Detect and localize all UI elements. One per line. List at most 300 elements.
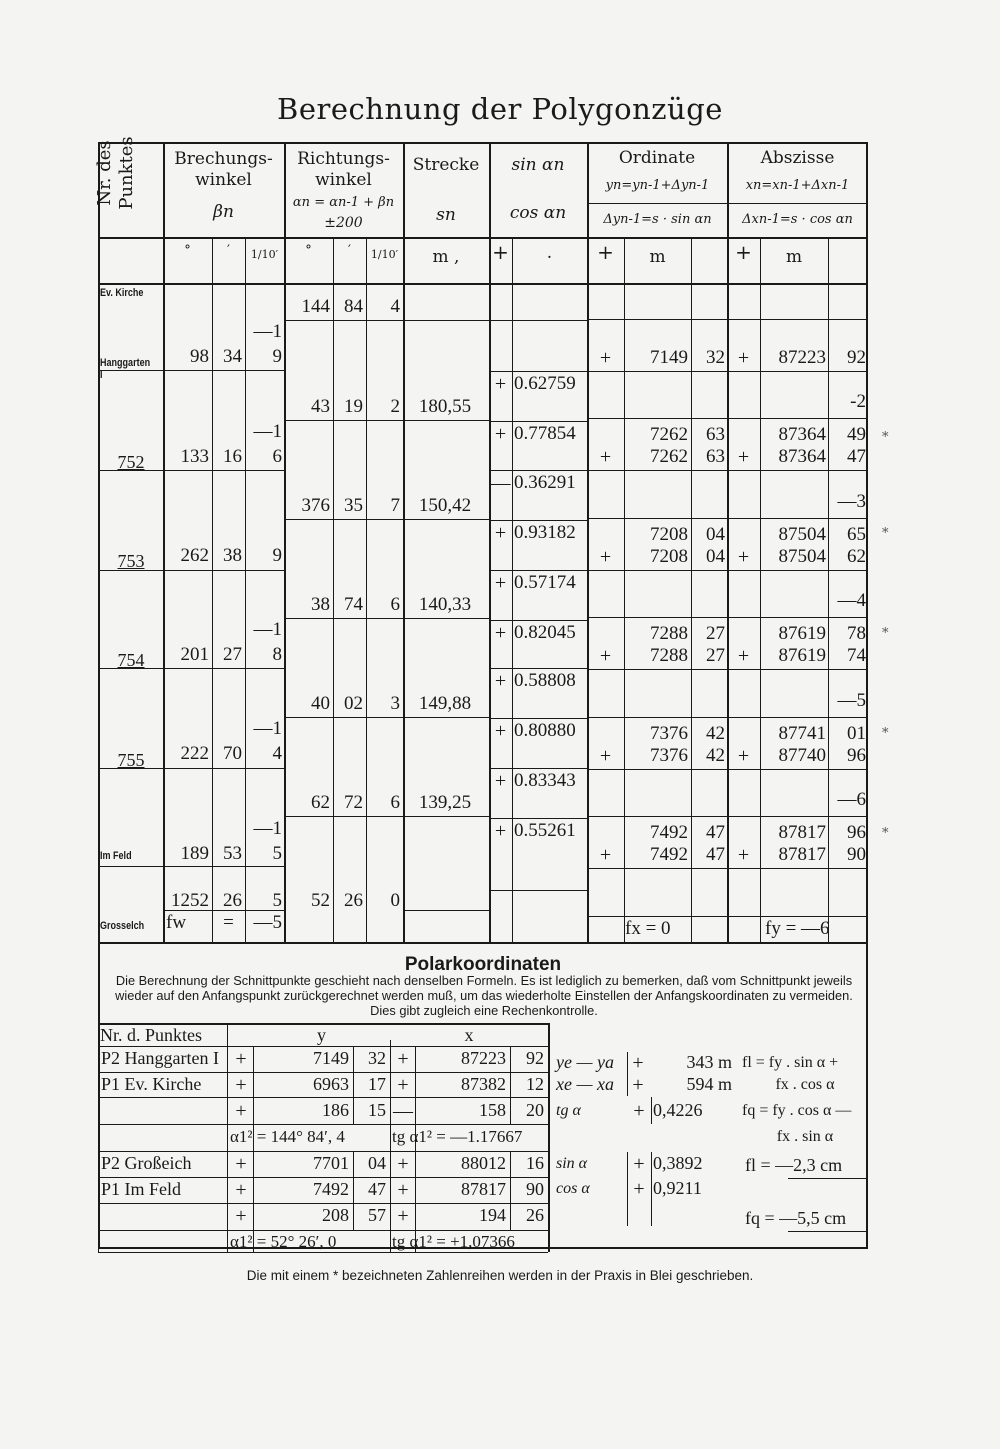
abszisse-pencil-cents: 96 <box>847 822 866 843</box>
polar-y-cents: 57 <box>368 1205 386 1225</box>
abszisse-pencil-meters: 87741 <box>778 723 826 744</box>
strecke-rule <box>403 420 489 421</box>
abszisse-cents: 47 <box>847 446 866 467</box>
abszisse-pencil-cents: 49 <box>847 424 866 445</box>
polar-point-label: P1 Ev. Kirche <box>101 1074 202 1094</box>
point-rule <box>98 570 284 571</box>
subcolumn-divider <box>212 237 213 942</box>
brechung-tenths: 9 <box>272 346 282 367</box>
abszisse-meters: 87817 <box>778 844 826 865</box>
point-name: 753 <box>117 551 145 571</box>
polar-title: Polarkoordinaten <box>404 954 562 975</box>
ordinate-pencil-cents: 47 <box>706 822 725 843</box>
brechung-sum-degrees: 1252 <box>171 890 209 911</box>
brechung-degrees: 222 <box>180 743 209 764</box>
pencil-star-icon: * <box>882 826 889 841</box>
strecke-rule <box>403 816 489 817</box>
ordinate-sign: + <box>599 546 612 568</box>
polar-x-meters: 194 <box>479 1205 506 1225</box>
point-name: Ev. Kirche <box>100 287 144 299</box>
ordinate-cents: 32 <box>706 347 725 368</box>
sincos-mid-rule <box>489 620 587 621</box>
brechung-minutes: 53 <box>223 843 242 864</box>
ordinate-sign: + <box>599 645 612 667</box>
brechung-tenths: 5 <box>272 843 282 864</box>
pencil-star-icon: * <box>882 726 889 741</box>
header-brechung-2: winkel <box>195 170 252 190</box>
sincos-mid-rule <box>489 818 587 819</box>
header-cos: cos αn <box>509 203 567 223</box>
richtung-tenths: 2 <box>390 396 400 417</box>
abszisse-cents: 62 <box>847 546 866 567</box>
polar-value-2: 594 m <box>686 1074 732 1094</box>
pencil-star-icon: * <box>882 526 889 541</box>
header-rule <box>98 237 868 239</box>
sin-sign: + <box>494 770 507 792</box>
column-divider <box>163 142 165 942</box>
ordinate-cents: 27 <box>706 645 725 666</box>
abszisse-cents: 74 <box>847 645 866 666</box>
brechung-degrees: 262 <box>180 545 209 566</box>
header-nr: Nr. des Punktes <box>94 136 137 210</box>
brechung-sum-tenths: 5 <box>272 890 282 911</box>
point-name: 752 <box>117 452 145 472</box>
abszisse-meters: 87504 <box>778 546 826 567</box>
abszisse-sign: + <box>737 844 750 866</box>
header-sn: sn <box>436 205 456 225</box>
richtung-tenths: 7 <box>390 495 400 516</box>
fq-underline <box>788 1231 866 1232</box>
polar-x-meters: 87223 <box>461 1048 506 1068</box>
polar-sign-2: + <box>632 1074 644 1096</box>
fw-label: fw <box>166 912 187 933</box>
abszisse-cents: 92 <box>847 347 866 368</box>
polar-x-cents: 16 <box>526 1153 544 1173</box>
polar-y-meters: 6963 <box>313 1074 349 1094</box>
richtung-tenths: 3 <box>390 693 400 714</box>
subcolumn-divider <box>512 237 513 942</box>
richtung-rule <box>284 519 403 520</box>
sincos-rule <box>489 371 587 372</box>
fx-value: fx = 0 <box>625 918 671 939</box>
header-richtung-pm: ±200 <box>324 215 363 231</box>
ordinate-meters: 7149 <box>650 347 688 368</box>
header-sin: sin αn <box>511 155 565 175</box>
footnote: Die mit einem * bezeichneten Zahlenreihen werden in der Praxis in Blei geschrieben. <box>246 1268 754 1283</box>
strecke-rule <box>403 519 489 520</box>
polar-y-meters: 7701 <box>313 1153 349 1173</box>
ordinate-rule <box>587 669 868 670</box>
ordinate-top-rule <box>587 518 868 519</box>
polar-row-rule <box>98 1203 548 1204</box>
polar-tg-2: tg α1² = +1,07366 <box>392 1232 515 1251</box>
abszisse-sign: + <box>737 446 750 468</box>
brechung-correction: —1 <box>253 421 282 442</box>
polar-y-sign: + <box>235 1179 247 1201</box>
point-rule <box>98 866 284 867</box>
unit-plus: + <box>492 240 509 264</box>
fl-underline <box>788 1178 866 1179</box>
abszisse-sign: + <box>737 745 750 767</box>
unit-minute-2: ′ <box>348 243 351 258</box>
sincos-rule <box>489 470 587 471</box>
page-title: Berechnung der Polygonzüge <box>277 92 723 126</box>
sincos-mid-rule <box>489 718 587 719</box>
richtung-tenths: 0 <box>390 890 400 911</box>
polar-divider <box>651 1097 652 1124</box>
polar-head-y: y <box>317 1025 326 1045</box>
ordinate-meters: 7492 <box>650 844 688 865</box>
fx-rule <box>587 916 868 917</box>
polar-formula-fl-2: fx . cos α <box>775 1076 835 1093</box>
richtung-tenths: 4 <box>390 296 400 317</box>
abszisse-correction: —5 <box>837 690 866 711</box>
point-name: Hanggarten I <box>100 357 151 381</box>
strecke-rule <box>403 717 489 718</box>
polar-x-cents: 12 <box>526 1074 544 1094</box>
abszisse-correction: -2 <box>850 391 866 412</box>
abszisse-correction: —4 <box>837 590 866 611</box>
richtung-rule <box>284 320 403 321</box>
unit-dot: . <box>546 243 553 263</box>
brechung-tenths: 4 <box>272 743 282 764</box>
ordinate-pencil-meters: 7288 <box>650 623 688 644</box>
abszisse-sign: + <box>737 347 750 369</box>
polar-alpha-2: α1² = 52° 26′, 0 <box>230 1232 337 1251</box>
polar-row-rule <box>98 1230 548 1231</box>
brechung-minutes: 70 <box>223 743 242 764</box>
unit-tenth-2: 1/10′ <box>370 248 399 261</box>
ordinate-cents: 42 <box>706 745 725 766</box>
polar-divider <box>651 1152 652 1226</box>
abszisse-cents: 90 <box>847 844 866 865</box>
polar-cos-label: cos α <box>556 1180 590 1197</box>
polar-alpha-1: α1² = 144° 84′, 4 <box>230 1127 345 1146</box>
unit-plus-ordinate: + <box>597 240 614 264</box>
sin-value: 0.57174 <box>514 572 576 593</box>
polar-sign-1: + <box>632 1052 644 1074</box>
point-rule <box>98 470 284 471</box>
strecke-rule <box>403 618 489 619</box>
richtung-minutes: 26 <box>344 890 363 911</box>
sin-sign: + <box>494 670 507 692</box>
sin-value: 0.83343 <box>514 770 576 791</box>
subcolumn-divider <box>366 237 367 942</box>
brechung-minutes: 34 <box>223 346 242 367</box>
polar-y-sign: + <box>235 1048 247 1070</box>
abszisse-pencil-meters: 87619 <box>778 623 826 644</box>
unit-meter: m , <box>432 247 460 267</box>
header-richtung-formula: αn = αn-1 + βn <box>292 195 395 210</box>
abszisse-correction: —3 <box>837 491 866 512</box>
ordinate-top-rule <box>587 418 868 419</box>
strecke-rule <box>403 320 489 321</box>
cos-sign: + <box>494 522 507 544</box>
strecke-value: 180,55 <box>418 396 472 417</box>
header-abszisse-formula: xn=xn-1+Δxn-1 <box>745 178 850 193</box>
polar-x-cents: 20 <box>526 1100 544 1120</box>
unit-m-ordinate: m <box>649 247 666 267</box>
header-abszisse: Abszisse <box>760 148 835 168</box>
sincos-rule <box>489 320 587 321</box>
ordinate-sign: + <box>599 347 612 369</box>
polar-x-meters: 87817 <box>461 1179 506 1199</box>
unit-minute: ′ <box>227 243 230 258</box>
richtung-minutes: 84 <box>344 296 363 317</box>
ordinate-meters: 7262 <box>650 446 688 467</box>
polar-divider <box>98 1023 99 1252</box>
polar-row-rule <box>98 1046 548 1047</box>
polar-y-cents: 04 <box>368 1153 386 1173</box>
brechung-correction: —1 <box>253 718 282 739</box>
fw-equals: = <box>223 912 234 933</box>
ordinate-top-rule <box>587 816 868 817</box>
unit-tenth: 1/10′ <box>250 248 279 261</box>
unit-degree-2: ° <box>305 243 312 258</box>
brechung-correction: —1 <box>253 818 282 839</box>
sincos-mid-rule <box>489 520 587 521</box>
strecke-value: 139,25 <box>418 792 472 813</box>
polar-x-sign: — <box>393 1100 413 1122</box>
fy-value: fy = —6 <box>765 918 830 939</box>
abszisse-meters: 87223 <box>778 347 826 368</box>
header-brechung-1: Brechungs- <box>174 149 273 169</box>
ordinate-sign: + <box>599 446 612 468</box>
polar-point-label: P1 Im Feld <box>101 1179 182 1199</box>
polar-y-cents: 15 <box>368 1100 386 1120</box>
richtung-minutes: 02 <box>344 693 363 714</box>
polar-tg-sign: + <box>633 1100 645 1122</box>
fw-value: —5 <box>253 912 282 933</box>
header-ordinate-delta: Δyn-1=s · sin αn <box>603 212 712 227</box>
ordinate-cents: 04 <box>706 546 725 567</box>
cos-value: 0.55261 <box>514 820 576 841</box>
polar-y-meters: 208 <box>322 1205 349 1225</box>
ordinate-sign: + <box>599 745 612 767</box>
abszisse-cents: 96 <box>847 745 866 766</box>
polar-y-cents: 17 <box>368 1074 386 1094</box>
abszisse-meters: 87364 <box>778 446 826 467</box>
brechung-tenths: 9 <box>272 545 282 566</box>
polar-y-cents: 47 <box>368 1179 386 1199</box>
unit-m-abszisse: m <box>785 247 803 267</box>
abszisse-pencil-meters: 87817 <box>778 822 826 843</box>
polar-point-label: P2 Großeich <box>101 1153 192 1173</box>
ordinate-rule <box>587 470 868 471</box>
point-name: 754 <box>117 650 145 670</box>
cos-sign: + <box>494 720 507 742</box>
ordinate-top-rule <box>587 717 868 718</box>
polar-ye-ya: ye — ya <box>556 1052 614 1072</box>
polar-y-sign: + <box>235 1153 247 1175</box>
polar-x-meters: 158 <box>479 1100 506 1120</box>
polar-x-cents: 90 <box>526 1179 544 1199</box>
brechung-correction: —1 <box>253 619 282 640</box>
strecke-value: 150,42 <box>418 495 472 516</box>
abszisse-pencil-meters: 87364 <box>778 424 826 445</box>
point-name: Im Feld <box>100 850 132 862</box>
polar-x-cents: 26 <box>526 1205 544 1225</box>
ordinate-pencil-meters: 7262 <box>650 424 688 445</box>
units-rule <box>98 283 868 285</box>
brechung-degrees: 189 <box>180 843 209 864</box>
cos-sign: + <box>494 622 507 644</box>
subcolumn-divider <box>333 237 334 942</box>
ordinate-pencil-meters: 7208 <box>650 524 688 545</box>
polar-point-label: P2 Hanggarten I <box>101 1048 219 1068</box>
formula-rule <box>587 203 868 204</box>
sin-sign: — <box>490 472 511 494</box>
ordinate-rule <box>587 769 868 770</box>
header-beta: βn <box>213 202 234 222</box>
polar-row-rule <box>98 1072 548 1073</box>
unit-plus-abszisse: + <box>735 240 752 264</box>
brechung-tenths: 6 <box>272 446 282 467</box>
polar-divider <box>548 1023 550 1252</box>
polar-x-sign: + <box>397 1074 409 1096</box>
richtung-rule <box>284 420 403 421</box>
richtung-minutes: 72 <box>344 792 363 813</box>
polar-sin-sign: + <box>633 1153 645 1175</box>
ordinate-top-rule <box>587 319 868 320</box>
ordinate-pencil-cents: 04 <box>706 524 725 545</box>
brechung-sum-minutes: 26 <box>223 890 242 911</box>
sincos-rule <box>489 570 587 571</box>
richtung-rule <box>284 816 403 817</box>
ordinate-top-rule <box>587 617 868 618</box>
richtung-degrees: 40 <box>311 693 330 714</box>
abszisse-sign: + <box>737 546 750 568</box>
polar-y-sign: + <box>235 1074 247 1096</box>
richtung-rule <box>284 717 403 718</box>
ordinate-pencil-meters: 7492 <box>650 822 688 843</box>
strecke-rule <box>403 910 489 911</box>
cos-value: 0.77854 <box>514 423 576 444</box>
polar-y-meters: 186 <box>322 1100 349 1120</box>
header-richtung-2: winkel <box>315 170 372 190</box>
abszisse-pencil-cents: 01 <box>847 723 866 744</box>
polar-formula-fl: fl = fy . sin α + <box>742 1054 839 1071</box>
polar-x-cents: 92 <box>526 1048 544 1068</box>
point-rule <box>98 768 284 769</box>
polar-xe-xa: xe — xa <box>556 1074 614 1094</box>
polar-fl-result: fl = —2,3 cm <box>745 1155 843 1175</box>
polar-x-sign: + <box>397 1179 409 1201</box>
sin-value: 0.58808 <box>514 670 576 691</box>
brechung-degrees: 133 <box>180 446 209 467</box>
polar-description: Die Berechnung der Schnittpunkte geschieht nach denselben Formeln. Es ist lediglich zu bemerken, daß vom Schnittpunkt jeweils wieder auf den Anfangspunkt zurückgerechnet werden muß, um das wiederholte Einstellen der Anfangskoordinaten zu vermeiden. Dies gibt zugleich eine Rechenkontrolle. <box>115 973 853 1018</box>
ordinate-sign: + <box>599 844 612 866</box>
header-ordinate: Ordinate <box>618 148 696 168</box>
polar-x-sign: + <box>397 1205 409 1227</box>
polar-cos-sign: + <box>633 1178 645 1200</box>
header-abszisse-delta: Δxn-1=s · cos αn <box>742 212 853 227</box>
polar-cos-value: 0,9211 <box>653 1178 702 1198</box>
richtung-rule <box>284 618 403 619</box>
ordinate-meters: 7288 <box>650 645 688 666</box>
sincos-rule <box>489 668 587 669</box>
richtung-degrees: 62 <box>311 792 330 813</box>
point-name: 755 <box>117 750 145 770</box>
abszisse-meters: 87619 <box>778 645 826 666</box>
brechung-minutes: 38 <box>223 545 242 566</box>
brechung-minutes: 16 <box>223 446 242 467</box>
sincos-rule <box>489 768 587 769</box>
richtung-degrees: 43 <box>311 396 330 417</box>
abszisse-pencil-cents: 78 <box>847 623 866 644</box>
polar-x-meters: 87382 <box>461 1074 506 1094</box>
polar-row-rule <box>98 1097 548 1098</box>
abszisse-correction: —6 <box>837 789 866 810</box>
richtung-tenths: 6 <box>390 792 400 813</box>
pencil-star-icon: * <box>882 430 889 445</box>
richtung-minutes: 35 <box>344 495 363 516</box>
brechung-minutes: 27 <box>223 644 242 665</box>
polar-head-nr: Nr. d. Punktes <box>100 1025 203 1045</box>
abszisse-sign: + <box>737 645 750 667</box>
polar-formula-fq-2: fx . sin α <box>776 1128 834 1145</box>
ordinate-rule <box>587 371 868 372</box>
point-rule <box>98 668 284 669</box>
unit-degree: ° <box>184 243 191 258</box>
header-richtung-1: Richtungs- <box>297 149 390 169</box>
polar-sin-value: 0,3892 <box>653 1153 703 1173</box>
ordinate-pencil-cents: 27 <box>706 623 725 644</box>
brechung-degrees: 98 <box>190 346 209 367</box>
strecke-value: 149,88 <box>418 693 472 714</box>
table-bottom-rule <box>98 942 868 944</box>
polar-fq-result: fq = —5,5 cm <box>745 1208 847 1228</box>
header-ordinate-formula: yn=yn-1+Δyn-1 <box>605 178 710 193</box>
sin-value: 0.62759 <box>514 373 576 394</box>
cos-value: 0.93182 <box>514 522 576 543</box>
ordinate-cents: 63 <box>706 446 725 467</box>
richtung-degrees: 52 <box>311 890 330 911</box>
richtung-degrees: 38 <box>311 594 330 615</box>
ordinate-meters: 7376 <box>650 745 688 766</box>
ordinate-pencil-meters: 7376 <box>650 723 688 744</box>
ordinate-pencil-cents: 63 <box>706 424 725 445</box>
cos-value: 0.82045 <box>514 622 576 643</box>
polar-divider <box>227 1023 228 1252</box>
polar-formula-fq: fq = fy . cos α — <box>742 1102 852 1119</box>
point-name: Grosselch <box>100 920 145 932</box>
abszisse-pencil-cents: 65 <box>847 524 866 545</box>
cos-sign: + <box>494 820 507 842</box>
sincos-rule <box>489 890 587 891</box>
polar-x-meters: 88012 <box>461 1153 506 1173</box>
sin-value: 0.36291 <box>514 472 576 493</box>
polar-y-meters: 7492 <box>313 1179 349 1199</box>
polar-x-sign: + <box>397 1153 409 1175</box>
ordinate-cents: 47 <box>706 844 725 865</box>
richtung-degrees: 144 <box>301 296 330 317</box>
polar-tg-label: tg α <box>556 1102 581 1119</box>
polar-tg-value: 0,4226 <box>653 1100 703 1120</box>
header-strecke: Strecke <box>412 155 480 175</box>
polar-sin-label: sin α <box>556 1155 588 1172</box>
brechung-correction: —1 <box>253 321 282 342</box>
sum-rule <box>163 910 284 911</box>
point-rule <box>98 370 284 371</box>
sincos-mid-rule <box>489 421 587 422</box>
ordinate-rule <box>587 868 868 869</box>
abszisse-meters: 87740 <box>778 745 826 766</box>
cos-value: 0.80880 <box>514 720 576 741</box>
abszisse-pencil-meters: 87504 <box>778 524 826 545</box>
richtung-degrees: 376 <box>301 495 330 516</box>
polar-row-rule <box>98 1151 548 1152</box>
